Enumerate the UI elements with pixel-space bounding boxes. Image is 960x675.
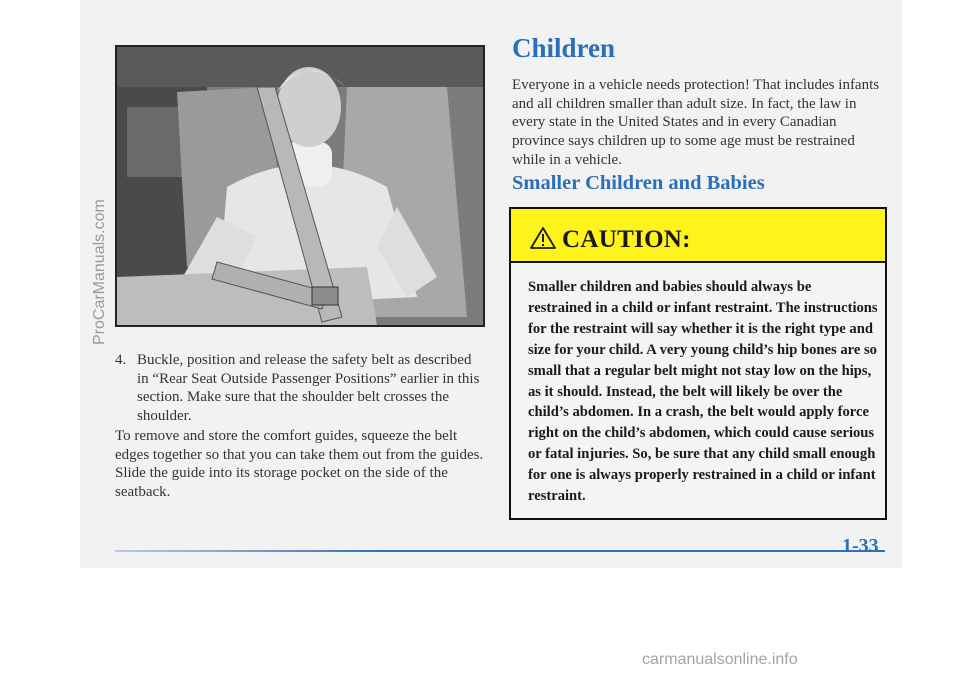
section-subtitle: Smaller Children and Babies <box>512 172 765 194</box>
step-text: Buckle, position and release the safety belt as described in “Rear Seat Outside Passenger Positions” earlier in this section. Make sure that the shoulder belt crosses the shoulder. <box>137 352 480 424</box>
instruction-step <box>115 351 485 425</box>
caution-box <box>509 207 887 520</box>
section-intro: Everyone in a vehicle needs protection! That includes infants and all children smaller than adult size. In fact, the law in every state in the United States and in every Canadian province says children up to some age must be restrained while in a vehicle. <box>512 77 880 168</box>
caution-label: CAUTION: <box>562 226 691 253</box>
warning-triangle-icon <box>530 227 556 249</box>
caution-header <box>511 209 885 263</box>
comfort-guide-paragraph: To remove and store the comfort guides, squeeze the belt edges together so that you can take them out from the guides. Slide the guide into its storage pocket on the side of the seatback. <box>115 428 484 500</box>
section-title: Children <box>512 33 616 63</box>
bottom-watermark: carmanualsonline.info <box>642 651 798 668</box>
child-in-seatbelt-photo <box>115 45 485 327</box>
footer-rule <box>115 550 885 552</box>
side-watermark: ProCarManuals.com <box>91 199 108 345</box>
step-number: 4. <box>115 352 127 368</box>
page-number: 1-33 <box>842 535 879 557</box>
caution-text: Smaller children and babies should always be restrained in a child or infant restraint. The instructions for the restraint will say whether it is the right type and size for your child. A very young child’s hip bones are so small that a regular belt might not stay low on the hips, as it should. Instead, the belt will likely be over the child’s abdomen. In a crash, the belt would apply force right on the child’s abdomen, which could cause serious or fatal injuries. So, be sure that any child small enough for one is always properly restrained in a child or infant restraint. <box>528 279 878 505</box>
